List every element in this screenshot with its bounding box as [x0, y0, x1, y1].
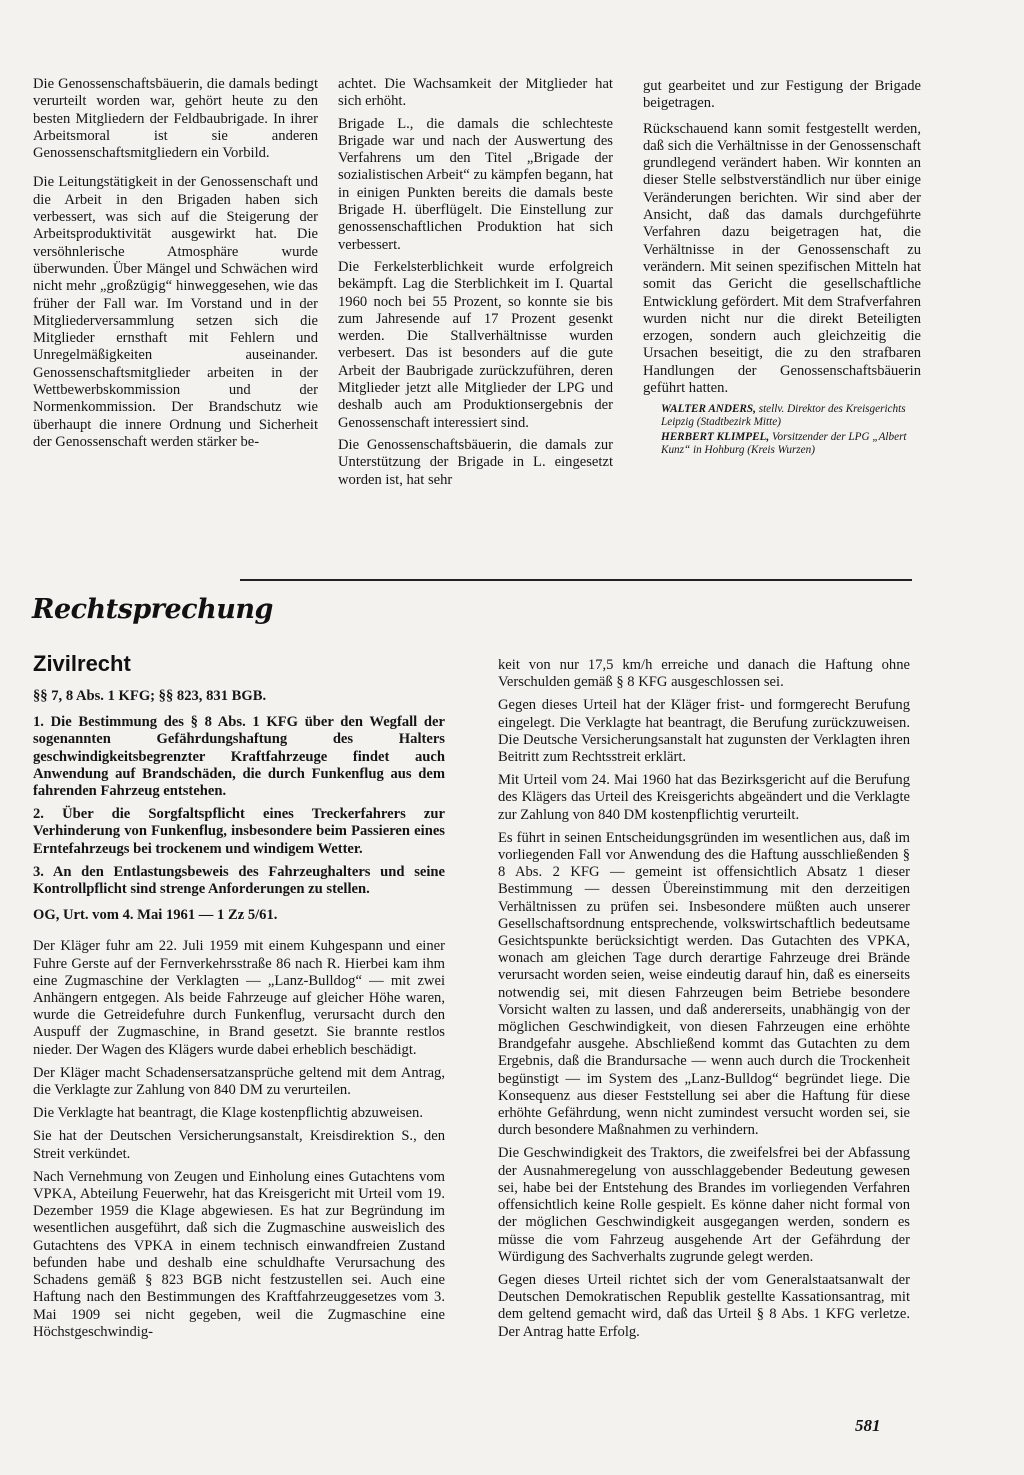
top-column-2: [338, 76, 613, 494]
top-column-1: [33, 76, 318, 456]
paragraph: Der Kläger macht Schadensersatzansprüche geltend mit dem Antrag, die Verklagte zur Zahlung von 840 DM zu verurteilen.: [33, 1064, 445, 1099]
paragraph: Die Geschwindigkeit des Traktors, die zweifelsfrei bei der Abfassung der Ausnahmeregelung von ausschlaggebender Bedeutung gewesen sei, habe bei der Entstehung des Brandes im vorliegenden Verfahren offensichtlich keine Rolle gespielt. Es könne daher nicht formal von der möglichen Geschwindigkeit ausgegangen werden, sondern es müsse die vom Fahrzeug ausgehende Art der Gefährdung der Würdigung des Sachverhalts zugrunde gelegt werden.: [498, 1145, 910, 1265]
author-byline-2: [661, 431, 921, 457]
subsection-title: Zivilrecht: [33, 651, 131, 676]
case-norms: §§ 7, 8 Abs. 1 KFG; §§ 823, 831 BGB.: [33, 688, 267, 704]
section-divider: [240, 579, 912, 581]
paragraph: Die Genossenschaftsbäuerin, die damals bedingt verurteilt worden war, gehört heute zu den besten Mitgliedern der Feldbaubrigade. In ihrer Arbeitsmoral ist sie anderen Genossenschaftsmitgliedern ein Vorbild.: [33, 76, 318, 162]
paragraph: achtet. Die Wachsamkeit der Mitglieder hat sich erhöht.: [338, 76, 613, 110]
section-title: Rechtsprechung: [32, 594, 273, 625]
paragraph: Die Leitungstätigkeit in der Genossenschaft und die Arbeit in den Brigaden haben sich verbessert, was sich auf die Steigerung der Arbeitsproduktivität ausgewirkt hat. Die versöhnlerische Atmosphäre wurde überwunden. Über Mängel und Schwächen wird nicht mehr „großzügig“ hinweggesehen, wie das früher der Fall war. Im Vorstand und in der Mitgliederversammlung setzen sich die Mitglieder ernsthaft mit Fehlern und Unregelmäßigkeiten auseinander. Genossenschaftsmitglieder arbeiten in der Wettbewerbskommission und der Normenkommission. Der Brandschutz wie überhaupt die innere Ordnung und Sicherheit der Genossenschaft werden stärker be-: [33, 174, 318, 450]
author-role: stellv. Direktor des Kreisgerichts Leipzig (Stadtbezirk Mitte): [661, 403, 906, 429]
paragraph: Es führt in seinen Entscheidungsgründen im wesentlichen aus, daß im vorliegenden Fall vor Anwendung des die Haftung ausschließenden § 8 Abs. 2 KFG — gemeint ist offensichtlich Absatz 1 dieser Bestimmung — dessen Übereinstimmung mit den derzeitigen Verhältnissen zu prüfen sei. Insbesondere müßten auch unserer Gesellschaftsordnung entsprechende, volkswirtschaftlich bedeutsame Gesichtspunkte berücksichtigt werden. Das Gutachten des VPKA, wonach am gleichen Tage durch derartige Fahrzeuge drei Brände verursacht worden seien, weise eindeutig darauf hin, daß es einerseits notwendig sei, mit diesen Fahrzeugen beim Betriebe besondere Vorsicht walten zu lassen, und daß andererseits, unabhängig von der möglichen Geschwindigkeit, von diesen Fahrzeugen eine erhöhte Brandgefahr ausgehe. Abschließend kommt das Gutachten zu dem Ergebnis, daß die Brandursache — wenn auch durch die Trockenheit begünstigt — im System des „Lanz-Bulldog“ begründet liege. Die Konsequenz aus dieser Feststellung sei aber die Haftung für diese erhöhte Gefährdung, wenn nicht zumindest versucht worden sei, sie durch besondere Maßnahmen zu verhindern.: [498, 829, 910, 1139]
case-citation: OG, Urt. vom 4. Mai 1961 — 1 Zz 5/61.: [33, 907, 278, 924]
author-name: HERBERT KLIMPEL,: [661, 431, 770, 444]
case-left-column: [33, 688, 445, 1347]
headnote-2: 2. Über die Sorgfaltspflicht eines Treckerfahrers zur Verhinderung von Funkenflug, insbesondere beim Passieren eines Erntefahrzeugs bei trockenem und windigem Wetter.: [33, 806, 445, 857]
paragraph: Gegen dieses Urteil richtet sich der vom Generalstaatsanwalt der Deutschen Demokratischen Republik gestellte Kassationsantrag, mit dem geltend gemacht wird, daß das Urteil § 8 Abs. 1 KFG verletze. Der Antrag hatte Erfolg.: [498, 1271, 910, 1340]
page-number: 581: [855, 1416, 881, 1435]
paragraph: keit von nur 17,5 km/h erreiche und danach die Haftung ohne Verschulden gemäß § 8 KFG ausgeschlossen sei.: [498, 657, 910, 691]
paragraph: Rückschauend kann somit festgestellt werden, daß sich die Verhältnisse in der Genossenschaft grundlegend verändert haben. Wir konnten an dieser Stelle selbstverständlich nur über einige Veränderungen berichten. Wir sind aber der Ansicht, daß das damals durchgeführte Verfahren dazu beigetragen hat, die Verhältnisse in der Genossenschaft zu verändern. Mit seinen spezifischen Mitteln hat somit das Gericht die gesellschaftliche Entwicklung gefördert. Mit dem Strafverfahren wurden nicht nur die direkt Beteiligten erzogen, sondern auch gleichzeitig die Ursachen beseitigt, die zu den strafbaren Handlungen der Genossenschaftsbäuerin geführt hatten.: [643, 120, 921, 397]
paragraph: Die Verklagte hat beantragt, die Klage kostenpflichtig abzuweisen.: [33, 1105, 423, 1122]
paragraph: Nach Vernehmung von Zeugen und Einholung eines Gutachtens vom VPKA, Abteilung Feuerwehr, hat das Kreisgericht mit Urteil vom 19. Dezember 1959 die Klage abgewiesen. Es hat zur Begründung im wesentlichen ausgeführt, daß sich die Zugmaschine ausweislich des Gutachtens des VPKA in einem technisch einwandfreien Zustand befunden habe und deshalb eine schuldhafte Verursachung des Schadens gemäß § 823 BGB nicht festzustellen sei. Auch eine Haftung nach den Bestimmungen des Kraftfahrzeuggesetzes vom 3. Mai 1909 sei nicht gegeben, weil die Zugmaschine eine Höchstgeschwindig-: [33, 1168, 445, 1340]
top-column-3: [643, 78, 921, 457]
case-right-column: [498, 657, 910, 1347]
paragraph: Der Kläger fuhr am 22. Juli 1959 mit einem Kuhgespann und einer Fuhre Gerste auf der Fernverkehrsstraße 86 nach R. Hierbei kam ihm eine Zugmaschine der Verklagten — „Lanz-Bulldog“ — mit zwei Anhängern entgegen. Als beide Fahrzeuge auf gleicher Höhe waren, wurde die Getreidefuhre durch Funkenflug, verursacht durch den Auspuff der Zugmaschine, in Brand gesetzt. Sie brannte restlos nieder. Der Wagen des Klägers wurde dabei erheblich beschädigt.: [33, 938, 445, 1058]
paragraph: Sie hat der Deutschen Versicherungsanstalt, Kreisdirektion S., den Streit verkündet.: [33, 1128, 445, 1162]
paragraph: gut gearbeitet und zur Festigung der Brigade beigetragen.: [643, 78, 921, 112]
headnote-3: 3. An den Entlastungsbeweis des Fahrzeughalters und seine Kontrollpflicht sind strenge Anforderungen zu stellen.: [33, 863, 445, 898]
author-byline-1: [661, 403, 921, 429]
paragraph: Mit Urteil vom 24. Mai 1960 hat das Bezirksgericht auf die Berufung des Klägers das Urteil des Kreisgerichts abgeändert und die Verklagte zur Zahlung von 840 DM kostenpflichtig verurteilt.: [498, 772, 910, 823]
paragraph: Die Ferkelsterblichkeit wurde erfolgreich bekämpft. Lag die Sterblichkeit im I. Quartal 1960 noch bei 55 Prozent, so konnte sie bis zum Jahresende auf 17 Prozent gesenkt werden. Die Stallverhältnisse wurden verbesert. Das ist besonders auf die gute Arbeit der Baubrigade zurückzuführen, deren Mitglieder jetzt alle Mitglieder der LPG und deshalb auch am Produktionsergebnis der Genossenschaft interessiert sind.: [338, 258, 613, 431]
author-name: WALTER ANDERS,: [661, 403, 756, 416]
paragraph: Gegen dieses Urteil hat der Kläger frist- und formgerecht Berufung eingelegt. Die Verklagte hat beantragt, die Berufung zurückzuweisen. Die Deutsche Versicherungsanstalt hat zugunsten der Verklagten ihren Beitritt zum Rechtsstreit erklärt.: [498, 697, 910, 766]
paragraph: Brigade L., die damals die schlechteste Brigade war und nach der Auswertung des Verfahrens um den Titel „Brigade der sozialistischen Arbeit“ zu kämpfen begann, hat in einigen Punkten bereits die damals beste Brigade H. überflügelt. Die Einstellung zur genossenschaftlichen Produktion hat sich verbessert.: [338, 115, 613, 253]
paragraph: Die Genossenschaftsbäuerin, die damals zur Unterstützung der Brigade in L. eingesetzt worden ist, hat sehr: [338, 436, 613, 488]
headnote-1: 1. Die Bestimmung des § 8 Abs. 1 KFG über den Wegfall der sogenannten Gefährdungshaftung des Halters geschwindigkeitsbegrenzter Kraftfahrzeuge findet auch Anwendung auf Brandschäden, die durch Funkenflug aus dem fahrenden Fahrzeug entstehen.: [33, 714, 445, 800]
author-role: Vorsitzender der LPG „Albert Kunz“ in Hohburg (Kreis Wurzen): [661, 431, 907, 457]
